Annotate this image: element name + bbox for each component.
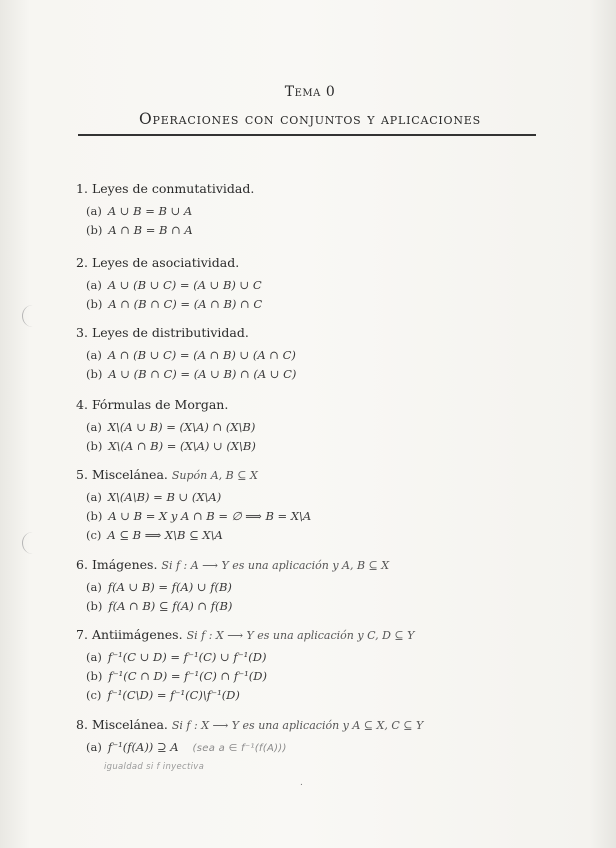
section-title: Leyes de asociatividad. bbox=[91, 255, 240, 270]
list-item: (a) X\(A ∪ B) = (X\A) ∩ (X\B) bbox=[86, 420, 256, 434]
section-distributivity bbox=[76, 324, 296, 384]
section-number: 5. bbox=[76, 467, 88, 482]
section-commutativity bbox=[76, 180, 254, 240]
list-item: (b) A ∪ (B ∩ C) = (A ∪ B) ∩ (A ∪ C) bbox=[86, 367, 297, 381]
list-item: (b) A ∪ B = X y A ∩ B = ∅ ⟹ B = X\A bbox=[86, 509, 312, 523]
section-miscellany-sets bbox=[76, 466, 311, 545]
title-divider bbox=[78, 134, 536, 136]
list-item: (b) f(A ∩ B) ⊆ f(A) ∩ f(B) bbox=[86, 599, 233, 613]
page-title: Operaciones con conjuntos y aplicaciones bbox=[139, 110, 481, 128]
list-item: (b) X\(A ∩ B) = (X\A) ∪ (X\B) bbox=[86, 439, 256, 453]
section-number: 8. bbox=[76, 717, 88, 732]
section-title: Imágenes. bbox=[91, 557, 158, 572]
list-item: (a) X\(A\B) = B ∪ (X\A) bbox=[86, 490, 222, 504]
section-title: Antiimágenes. bbox=[91, 627, 183, 642]
section-number: 7. bbox=[76, 627, 88, 642]
pen-mark: . bbox=[300, 778, 303, 788]
list-item: (b) A ∩ (B ∩ C) = (A ∩ B) ∩ C bbox=[86, 297, 263, 311]
list-item: (a) f⁻¹(f(A)) ⊇ A (sea a ∈ f⁻¹(f(A))) bbox=[86, 740, 287, 754]
section-title: Miscelánea. bbox=[91, 467, 168, 482]
punch-hole bbox=[22, 305, 43, 327]
list-item: (a) A ∪ (B ∪ C) = (A ∪ B) ∪ C bbox=[86, 278, 262, 292]
section-hypothesis: Si f : X ⟶ Y es una aplicación y C, D ⊆ Y bbox=[186, 629, 415, 642]
section-hypothesis: Supón A, B ⊆ X bbox=[171, 469, 258, 482]
section-title: Miscelánea. bbox=[91, 717, 168, 732]
section-associativity bbox=[76, 254, 262, 314]
section-hypothesis: Si f : X ⟶ Y es una aplicación y A ⊆ X, C ⊆ Y bbox=[171, 719, 424, 732]
section-number: 3. bbox=[76, 325, 88, 340]
list-item: (a) A ∩ (B ∪ C) = (A ∩ B) ∪ (A ∩ C) bbox=[86, 348, 296, 362]
section-number: 1. bbox=[76, 181, 88, 196]
section-number: 6. bbox=[76, 557, 88, 572]
section-miscellany-maps bbox=[76, 716, 423, 757]
section-title: Leyes de conmutatividad. bbox=[91, 181, 255, 196]
topic-number: Tema 0 bbox=[284, 84, 336, 100]
section-number: 4. bbox=[76, 397, 88, 412]
section-hypothesis: Si f : A ⟶ Y es una aplicación y A, B ⊆ X bbox=[161, 559, 390, 572]
list-item: (a) A ∪ B = B ∪ A bbox=[86, 204, 193, 218]
handwritten-note: (sea a ∈ f⁻¹(f(A))) bbox=[192, 743, 287, 754]
section-title: Fórmulas de Morgan. bbox=[91, 397, 229, 412]
section-de-morgan bbox=[76, 396, 256, 456]
section-preimages bbox=[76, 626, 414, 705]
list-item: (a) f⁻¹(C ∪ D) = f⁻¹(C) ∪ f⁻¹(D) bbox=[86, 650, 267, 664]
section-images bbox=[76, 556, 389, 616]
handwritten-annotation: igualdad si f inyectiva bbox=[104, 762, 205, 772]
list-item: (b) A ∩ B = B ∩ A bbox=[86, 223, 193, 237]
list-item: (c) A ⊆ B ⟹ X\B ⊆ X\A bbox=[86, 528, 223, 542]
list-item: (a) f(A ∪ B) = f(A) ∪ f(B) bbox=[86, 580, 232, 594]
title-block bbox=[80, 84, 540, 128]
section-title: Leyes de distributividad. bbox=[91, 325, 249, 340]
list-item: (c) f⁻¹(C\D) = f⁻¹(C)\f⁻¹(D) bbox=[86, 688, 240, 702]
punch-hole bbox=[22, 532, 43, 554]
list-item: (b) f⁻¹(C ∩ D) = f⁻¹(C) ∩ f⁻¹(D) bbox=[86, 669, 267, 683]
section-number: 2. bbox=[76, 255, 88, 270]
